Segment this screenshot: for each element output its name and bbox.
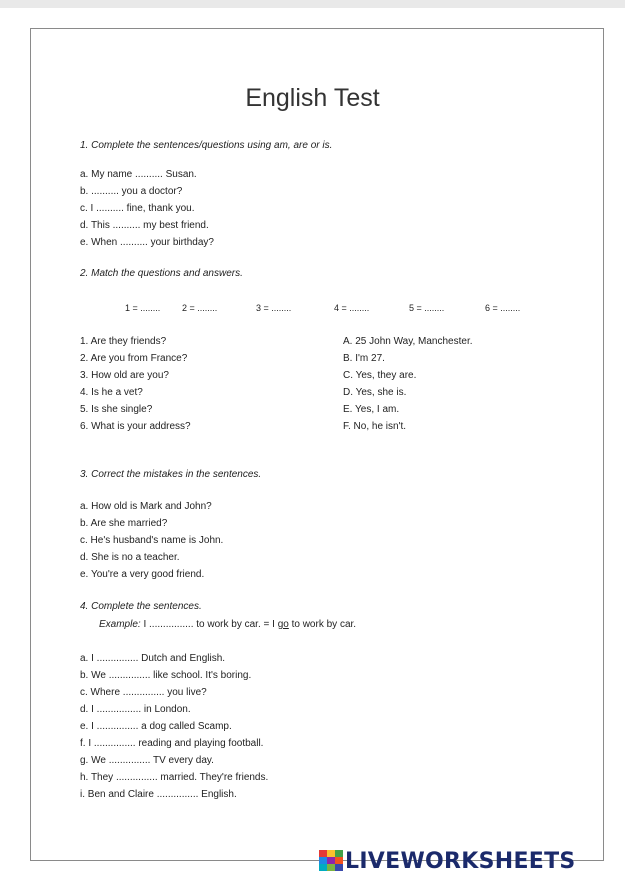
example-end: to work by car. [288, 619, 357, 630]
section4-item: g. We ............... TV every day. [80, 755, 214, 766]
section1-heading: 1. Complete the sentences/questions using am, are or is. [80, 140, 333, 151]
section3-item: c. He's husband's name is John. [80, 535, 224, 546]
match-answer: D. Yes, she is. [343, 387, 407, 398]
section1-item: a. My name .......... Susan. [80, 169, 197, 180]
section2-heading: 2. Match the questions and answers. [80, 268, 243, 279]
section4-item: d. I ................ in London. [80, 704, 191, 715]
section3-item: a. How old is Mark and John? [80, 501, 212, 512]
match-question: 5. Is she single? [80, 404, 153, 415]
match-answer: A. 25 John Way, Manchester. [343, 336, 473, 347]
worksheet-page [30, 28, 604, 861]
liveworksheets-icon [319, 850, 343, 872]
match-blank[interactable]: 1 = ........ [125, 303, 161, 313]
section4-heading: 4. Complete the sentences. [80, 601, 202, 612]
match-question: 1. Are they friends? [80, 336, 167, 347]
logo-square [319, 857, 327, 864]
section3-item: d. She is no a teacher. [80, 552, 180, 563]
match-blank[interactable]: 4 = ........ [334, 303, 370, 313]
section3-heading: 3. Correct the mistakes in the sentences. [80, 469, 262, 480]
logo-square [327, 850, 335, 857]
section3-item: e. You're a very good friend. [80, 569, 205, 580]
section3-item: b. Are she married? [80, 518, 168, 529]
logo-square [327, 857, 335, 864]
match-blank[interactable]: 2 = ........ [182, 303, 218, 313]
logo-square [335, 864, 343, 871]
logo-square [319, 850, 327, 857]
match-answer: E. Yes, I am. [343, 404, 400, 415]
section4-item: b. We ............... like school. It's boring. [80, 670, 252, 681]
match-question: 3. How old are you? [80, 370, 169, 381]
section4-item: a. I ............... Dutch and English. [80, 653, 226, 664]
example-label: Example: [99, 619, 141, 630]
logo-text: LIVEWORKSHEETS [345, 848, 576, 874]
section4-item: h. They ............... married. They're friends. [80, 772, 269, 783]
section4-item: f. I ............... reading and playing football. [80, 738, 264, 749]
example-answer: go [277, 619, 289, 630]
logo-square [335, 850, 343, 857]
match-answer: B. I'm 27. [343, 353, 385, 364]
match-question: 4. Is he a vet? [80, 387, 143, 398]
section1-item: e. When .......... your birthday? [80, 237, 214, 248]
match-blank[interactable]: 3 = ........ [256, 303, 292, 313]
section1-item: c. I .......... fine, thank you. [80, 203, 195, 214]
section4-item: e. I ............... a dog called Scamp. [80, 721, 232, 732]
logo-square [327, 864, 335, 871]
page-title: English Test [245, 84, 380, 112]
match-question: 2. Are you from France? [80, 353, 188, 364]
example-prompt: I ................ to work by car. = I [140, 619, 278, 630]
match-answer: F. No, he isn't. [343, 421, 407, 432]
example-line [99, 619, 356, 631]
section4-item: c. Where ............... you live? [80, 687, 207, 698]
match-question: 6. What is your address? [80, 421, 191, 432]
section4-item: i. Ben and Claire ............... English. [80, 789, 237, 800]
match-answer: C. Yes, they are. [343, 370, 417, 381]
section1-item: d. This .......... my best friend. [80, 220, 209, 231]
logo-square [319, 864, 327, 871]
match-blank[interactable]: 5 = ........ [409, 303, 445, 313]
logo-square [335, 857, 343, 864]
match-blank[interactable]: 6 = ........ [485, 303, 521, 313]
top-edge [0, 0, 625, 8]
liveworksheets-logo[interactable] [319, 846, 576, 876]
section1-item: b. .......... you a doctor? [80, 186, 183, 197]
